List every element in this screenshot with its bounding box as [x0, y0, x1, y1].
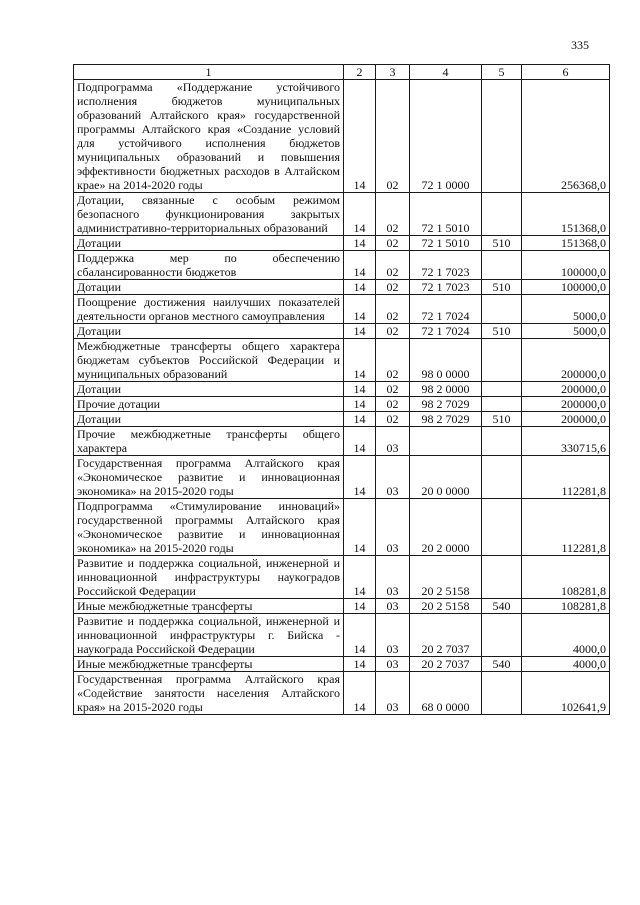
- table-row: [74, 412, 610, 427]
- target-article-code: 98 2 0000: [410, 382, 482, 397]
- expense-type-code: [482, 193, 522, 236]
- target-article-code: 98 2 7029: [410, 412, 482, 427]
- table-row: [74, 382, 610, 397]
- section-code: 14: [344, 456, 376, 499]
- subsection-code: 02: [376, 236, 410, 251]
- table-row: [74, 193, 610, 236]
- section-code: 14: [344, 427, 376, 456]
- subsection-code: 02: [376, 80, 410, 193]
- row-name: Прочие межбюджетные трансферты общего характера: [74, 427, 344, 456]
- table-row: [74, 280, 610, 295]
- row-name: Государственная программа Алтайского края «Содействие занятости населения Алтайского края» на 2015-2020 годы: [74, 672, 344, 715]
- section-code: 14: [344, 193, 376, 236]
- target-article-code: 20 2 5158: [410, 556, 482, 599]
- target-article-code: [410, 427, 482, 456]
- target-article-code: 20 2 7037: [410, 657, 482, 672]
- subsection-code: 02: [376, 339, 410, 382]
- row-name: Дотации: [74, 412, 344, 427]
- target-article-code: 68 0 0000: [410, 672, 482, 715]
- target-article-code: 20 0 0000: [410, 456, 482, 499]
- expense-type-code: [482, 672, 522, 715]
- expense-type-code: [482, 556, 522, 599]
- row-name: Государственная программа Алтайского края «Экономическое развитие и инновационная экономика» на 2015-2020 годы: [74, 456, 344, 499]
- section-code: 14: [344, 295, 376, 324]
- expense-type-code: 510: [482, 412, 522, 427]
- column-header: 3: [376, 65, 410, 80]
- section-code: 14: [344, 324, 376, 339]
- section-code: 14: [344, 339, 376, 382]
- row-name: Развитие и поддержка социальной, инженерной и инновационной инфраструктуры г. Бийска - наукограда Российской Федерации: [74, 614, 344, 657]
- expense-type-code: 510: [482, 324, 522, 339]
- expense-type-code: 510: [482, 280, 522, 295]
- budget-table: [73, 64, 610, 715]
- target-article-code: 72 1 7024: [410, 324, 482, 339]
- target-article-code: 72 1 5010: [410, 236, 482, 251]
- amount: 5000,0: [522, 295, 610, 324]
- section-code: 14: [344, 556, 376, 599]
- expense-type-code: [482, 499, 522, 556]
- subsection-code: 03: [376, 499, 410, 556]
- table-header-row: [74, 65, 610, 80]
- amount: 4000,0: [522, 614, 610, 657]
- target-article-code: 98 2 7029: [410, 397, 482, 412]
- table-row: [74, 499, 610, 556]
- subsection-code: 02: [376, 193, 410, 236]
- column-header: 5: [482, 65, 522, 80]
- section-code: 14: [344, 412, 376, 427]
- section-code: 14: [344, 599, 376, 614]
- row-name: Развитие и поддержка социальной, инженерной и инновационной инфраструктуры наукоградов Российской Федерации: [74, 556, 344, 599]
- row-name: Подпрограмма «Поддержание устойчивого исполнения бюджетов муниципальных образований Алтайского края» государственной программы Алтайского края «Создание условий для устойчивого исполнения бюджетов муниципальных образований и повышения эффективности бюджетных расходов в Алтайском крае» на 2014-2020 годы: [74, 80, 344, 193]
- amount: 102641,9: [522, 672, 610, 715]
- section-code: 14: [344, 657, 376, 672]
- table-row: [74, 339, 610, 382]
- section-code: 14: [344, 382, 376, 397]
- row-name: Иные межбюджетные трансферты: [74, 657, 344, 672]
- table-row: [74, 236, 610, 251]
- row-name: Поощрение достижения наилучших показателей деятельности органов местного самоуправления: [74, 295, 344, 324]
- column-header: 6: [522, 65, 610, 80]
- section-code: 14: [344, 499, 376, 556]
- column-header: 2: [344, 65, 376, 80]
- page-number: 335: [571, 38, 589, 52]
- subsection-code: 03: [376, 657, 410, 672]
- table-row: [74, 614, 610, 657]
- subsection-code: 02: [376, 382, 410, 397]
- table-row: [74, 295, 610, 324]
- subsection-code: 02: [376, 295, 410, 324]
- amount: 330715,6: [522, 427, 610, 456]
- target-article-code: 98 0 0000: [410, 339, 482, 382]
- expense-type-code: [482, 295, 522, 324]
- amount: 5000,0: [522, 324, 610, 339]
- amount: 108281,8: [522, 599, 610, 614]
- amount: 112281,8: [522, 499, 610, 556]
- row-name: Иные межбюджетные трансферты: [74, 599, 344, 614]
- target-article-code: 72 1 5010: [410, 193, 482, 236]
- row-name: Дотации: [74, 236, 344, 251]
- expense-type-code: [482, 456, 522, 499]
- target-article-code: 20 2 0000: [410, 499, 482, 556]
- column-header: 1: [74, 65, 344, 80]
- row-name: Дотации: [74, 280, 344, 295]
- expense-type-code: [482, 614, 522, 657]
- table-row: [74, 657, 610, 672]
- section-code: 14: [344, 397, 376, 412]
- row-name: Подпрограмма «Стимулирование инноваций» государственной программы Алтайского края «Экономическое развитие и инновационная экономика» на 2015-2020 годы: [74, 499, 344, 556]
- expense-type-code: [482, 382, 522, 397]
- row-name: Дотации, связанные с особым режимом безопасного функционирования закрытых административно-территориальных образований: [74, 193, 344, 236]
- target-article-code: 72 1 7023: [410, 251, 482, 280]
- section-code: 14: [344, 672, 376, 715]
- amount: 200000,0: [522, 412, 610, 427]
- column-header: 4: [410, 65, 482, 80]
- subsection-code: 02: [376, 251, 410, 280]
- subsection-code: 02: [376, 280, 410, 295]
- target-article-code: 20 2 7037: [410, 614, 482, 657]
- amount: 108281,8: [522, 556, 610, 599]
- row-name: Межбюджетные трансферты общего характера бюджетам субъектов Российской Федерации и муниципальных образований: [74, 339, 344, 382]
- amount: 4000,0: [522, 657, 610, 672]
- target-article-code: 72 1 7024: [410, 295, 482, 324]
- amount: 112281,8: [522, 456, 610, 499]
- subsection-code: 02: [376, 324, 410, 339]
- section-code: 14: [344, 280, 376, 295]
- table-row: [74, 324, 610, 339]
- section-code: 14: [344, 236, 376, 251]
- table-row: [74, 456, 610, 499]
- table-row: [74, 251, 610, 280]
- subsection-code: 02: [376, 412, 410, 427]
- subsection-code: 03: [376, 599, 410, 614]
- subsection-code: 03: [376, 672, 410, 715]
- target-article-code: 72 1 0000: [410, 80, 482, 193]
- amount: 200000,0: [522, 397, 610, 412]
- row-name: Прочие дотации: [74, 397, 344, 412]
- target-article-code: 72 1 7023: [410, 280, 482, 295]
- subsection-code: 03: [376, 614, 410, 657]
- section-code: 14: [344, 614, 376, 657]
- expense-type-code: 540: [482, 599, 522, 614]
- subsection-code: 02: [376, 397, 410, 412]
- table-row: [74, 80, 610, 193]
- section-code: 14: [344, 251, 376, 280]
- amount: 200000,0: [522, 339, 610, 382]
- subsection-code: 03: [376, 556, 410, 599]
- row-name: Поддержка мер по обеспечению сбалансированности бюджетов: [74, 251, 344, 280]
- table-row: [74, 556, 610, 599]
- expense-type-code: [482, 339, 522, 382]
- target-article-code: 20 2 5158: [410, 599, 482, 614]
- expense-type-code: [482, 427, 522, 456]
- table-row: [74, 397, 610, 412]
- table-row: [74, 672, 610, 715]
- amount: 100000,0: [522, 251, 610, 280]
- subsection-code: 03: [376, 427, 410, 456]
- subsection-code: 03: [376, 456, 410, 499]
- amount: 151368,0: [522, 193, 610, 236]
- amount: 151368,0: [522, 236, 610, 251]
- expense-type-code: [482, 251, 522, 280]
- expense-type-code: [482, 80, 522, 193]
- table-row: [74, 599, 610, 614]
- row-name: Дотации: [74, 382, 344, 397]
- table-row: [74, 427, 610, 456]
- amount: 256368,0: [522, 80, 610, 193]
- expense-type-code: 510: [482, 236, 522, 251]
- amount: 100000,0: [522, 280, 610, 295]
- row-name: Дотации: [74, 324, 344, 339]
- expense-type-code: [482, 397, 522, 412]
- section-code: 14: [344, 80, 376, 193]
- expense-type-code: 540: [482, 657, 522, 672]
- amount: 200000,0: [522, 382, 610, 397]
